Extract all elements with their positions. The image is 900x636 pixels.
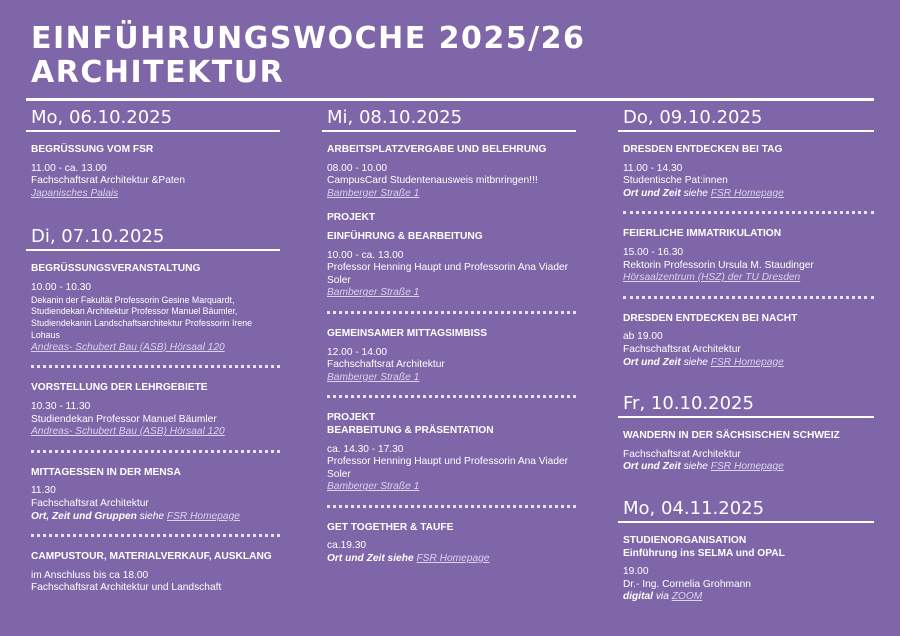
event-wandern: [618, 418, 874, 474]
event-title: PROJEKT: [327, 212, 376, 224]
event-mittagsimbiss: [322, 316, 576, 384]
event-title: PROJEKT: [327, 412, 376, 424]
event-desc: Studiendekan Professor Manuel Bäumler: [31, 413, 217, 425]
event-desc: Professor Henning Haupt und Professorin Ana Viader Soler: [327, 262, 569, 286]
page-title: [31, 22, 585, 90]
fsr-homepage-link[interactable]: FSR Homepage: [710, 461, 784, 473]
location-link[interactable]: Andreas- Schubert Bau (ASB) Hörsaal 120: [31, 426, 225, 438]
event-get-together: [322, 510, 576, 566]
fsr-homepage-link[interactable]: FSR Homepage: [166, 510, 240, 522]
title-line-2: ARCHITEKTUR: [31, 55, 285, 90]
event-note: digital via ZOOM: [623, 591, 703, 603]
location-link[interactable]: Andreas- Schubert Bau (ASB) Hörsaal 120: [31, 341, 225, 353]
event-desc: Dr.- Ing. Cornelia Grohmann: [623, 578, 751, 590]
column-monday-tuesday: [26, 101, 280, 595]
event-title: CAMPUSTOUR, MATERIALVERKAUF, AUSKLANG: [31, 551, 272, 563]
event-projekt-einfuehrung: [322, 200, 576, 300]
event-subtitle: Einführung ins SELMA und OPAL: [623, 547, 785, 559]
event-title: STUDIENORGANISATION: [623, 534, 747, 546]
event-campustour: [26, 539, 280, 595]
event-title: GEMEINSAMER MITTAGSIMBISS: [327, 327, 487, 339]
event-desc: Professor Henning Haupt und Professorin Ana Viader Soler: [327, 456, 569, 480]
event-time: 11.00 - 14.30: [623, 162, 683, 174]
event-subtitle: BEARBEITUNG & PRÄSENTATION: [327, 424, 494, 436]
event-time: im Anschluss bis ca 18.00: [31, 569, 149, 581]
column-wednesday: [322, 101, 576, 566]
event-time: 19.00: [623, 566, 649, 578]
event-title: GET TOGETHER & TAUFE: [327, 521, 454, 533]
event-note: Ort und Zeit siehe FSR Homepage: [623, 461, 784, 473]
title-line-1: EINFÜHRUNGSWOCHE 2025/26: [31, 21, 586, 56]
event-time: 15.00 - 16.30: [623, 246, 684, 258]
event-desc: Fachschaftsrat Architektur: [327, 359, 445, 371]
location-link[interactable]: Bamberger Straße 1: [327, 287, 420, 299]
event-arbeitsplatzvergabe: [322, 132, 576, 200]
event-title: WANDERN IN DER SÄCHSISCHEN SCHWEIZ: [623, 430, 840, 442]
day-heading: Mo, 06.10.2025: [26, 101, 280, 132]
event-desc: Fachschaftsrat Architektur: [31, 497, 149, 509]
event-title: ARBEITSPLATZVERGABE UND BELEHRUNG: [327, 144, 547, 155]
fsr-homepage-link[interactable]: FSR Homepage: [710, 356, 784, 368]
event-title: FEIERLICHE IMMATRIKULATION: [623, 228, 782, 240]
event-studienorganisation: [618, 523, 874, 604]
event-title: BEGRÜSSUNG VOM FSR: [31, 144, 154, 155]
fsr-homepage-link[interactable]: FSR Homepage: [416, 553, 490, 565]
event-desc: Fachschaftsrat Architektur: [623, 343, 741, 355]
event-time: ca.19.30: [327, 540, 367, 552]
event-time: 08.00 - 10.00: [327, 162, 388, 174]
event-dresden-tag: [618, 132, 874, 200]
day-heading: Mo, 04.11.2025: [618, 492, 874, 523]
event-subtitle: EINFÜHRUNG & BEARBEITUNG: [327, 230, 483, 242]
event-desc: CampusCard Studentenausweis mitbnringen!!!: [327, 175, 538, 187]
event-title: VORSTELLUNG DER LEHRGEBIETE: [31, 382, 208, 394]
location-link[interactable]: Bamberger Straße 1: [327, 371, 420, 383]
day-heading: Di, 07.10.2025: [26, 220, 280, 251]
location-link[interactable]: Hörsaalzentrum (HSZ) der TU Dresden: [623, 272, 801, 284]
day-heading: Fr, 10.10.2025: [618, 387, 874, 418]
event-immatrikulation: [618, 216, 874, 284]
event-desc: Dekanin der Fakultät Professorin Gesine Marquardt, Studiendekan Architektur Professor Manuel Bäumler, Studiendekanin Landschaftsarchitektur Professorin Irene Lohaus: [31, 294, 253, 340]
event-begruessungsveranstaltung: [26, 251, 280, 354]
event-desc: Fachschaftsrat Architektur und Landschaft: [31, 582, 222, 594]
event-time: 10.00 - 10.30: [31, 281, 92, 293]
event-title: DRESDEN ENTDECKEN BEI TAG: [623, 144, 783, 155]
event-mittagessen: [26, 455, 280, 523]
zoom-link[interactable]: ZOOM: [671, 591, 703, 603]
location-link[interactable]: Japanisches Palais: [31, 187, 119, 199]
day-heading: Do, 09.10.2025: [618, 101, 874, 132]
location-link[interactable]: Bamberger Straße 1: [327, 481, 420, 493]
fsr-homepage-link[interactable]: FSR Homepage: [710, 187, 784, 199]
event-desc: Fachschaftsrat Architektur &Paten: [31, 175, 186, 187]
event-time: ca. 14.30 - 17.30: [327, 443, 404, 455]
event-time: 11.00 - ca. 13.00: [31, 162, 107, 174]
event-desc: Studentische Pat:innen: [623, 175, 728, 187]
event-title: BEGRÜSSUNGSVERANSTALTUNG: [31, 263, 201, 275]
event-title: MITTAGESSEN IN DER MENSA: [31, 466, 181, 478]
event-note: Ort, Zeit und Gruppen siehe FSR Homepage: [31, 510, 240, 522]
day-heading: Mi, 08.10.2025: [322, 101, 576, 132]
event-dresden-nacht: [618, 301, 874, 369]
location-link[interactable]: Bamberger Straße 1: [327, 187, 420, 199]
event-title: DRESDEN ENTDECKEN BEI NACHT: [623, 312, 798, 324]
event-note: Ort und Zeit siehe FSR Homepage: [327, 553, 490, 565]
event-note: Ort und Zeit siehe FSR Homepage: [623, 187, 784, 199]
event-desc: Fachschaftsrat Architektur: [623, 448, 741, 460]
event-time: ab 19.00: [623, 331, 663, 343]
event-time: 10.00 - ca. 13.00: [327, 249, 404, 261]
event-time: 10.30 - 11.30: [31, 400, 91, 412]
event-lehrgebiete: [26, 370, 280, 438]
event-note: Ort und Zeit siehe FSR Homepage: [623, 356, 784, 368]
event-desc: Rektorin Professorin Ursula M. Staudinger: [623, 259, 814, 271]
event-begruessung-fsr: [26, 132, 280, 200]
event-time: 12.00 - 14.00: [327, 346, 388, 358]
event-time: 11.30: [31, 485, 56, 497]
column-thursday-friday: [618, 101, 874, 604]
event-projekt-praesentation: [322, 400, 576, 494]
